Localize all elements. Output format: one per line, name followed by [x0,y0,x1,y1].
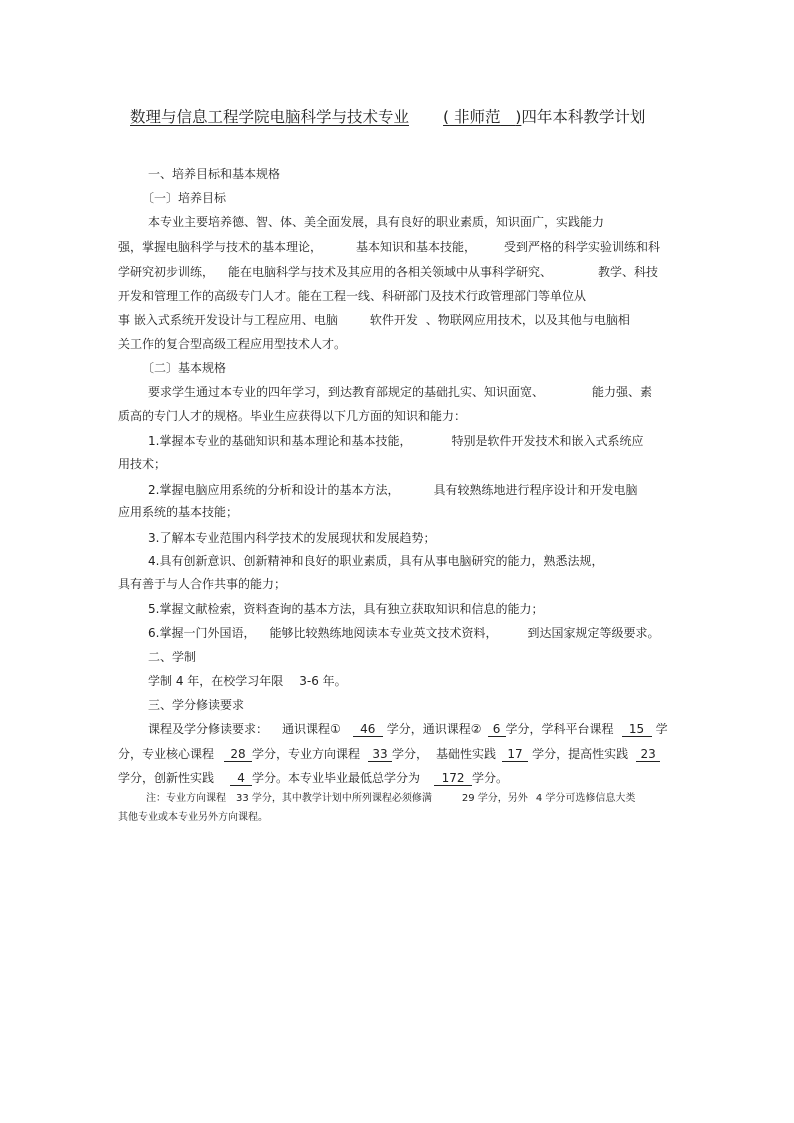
text-fragment: 3-6 年。 [299,674,347,688]
credit-general2-value: 6 [488,722,506,737]
footnote-line [146,791,635,807]
title-paren-open: ( [443,108,450,126]
document-title [130,107,645,127]
credit-line-2 [118,746,660,762]
text-fragment: 29 学分，另外 [461,793,528,804]
paragraph-line [118,264,658,280]
text-fragment: 6.掌握一门外国语， [148,626,256,640]
text-fragment: 学分，专业方向课程 [252,747,361,761]
text-fragment: 能在电脑科学与技术及其应用的各相关领域中从事科学研究、 [228,265,553,279]
credit-line-1 [148,721,668,737]
section3-heading: 三、学分修读要求 [148,698,245,712]
title-paren-close: ) [515,108,522,126]
list-item [148,482,637,498]
text-fragment: 学分，提高性实践 [532,747,629,761]
text-fragment: 4 学分可选修信息大类 [535,793,636,804]
section2-heading: 二、学制 [148,650,197,664]
text-fragment: 课程及学分修读要求： [148,722,269,736]
text-fragment: 到达国家规定等级要求。 [527,626,660,640]
text-fragment: 学制 4 年，在校学习年限 [148,674,284,688]
text-fragment: 要求学生通过本专业的四年学习，到达教育部规定的基础扎实、知识面宽、 [148,385,545,399]
credit-advanced-practice-value: 23 [636,747,660,762]
text-fragment: 学分，创新性实践 [118,771,215,785]
paragraph-line [118,312,630,328]
text-fragment: 学分。本专业毕业最低总学分为 [252,771,421,785]
title-suffix: 四年本科教学计划 [521,108,646,126]
list-item: 5.掌握文献检索，资料查询的基本方法，具有独立获取知识和信息的能力； [148,602,544,616]
list-item-continuation: 应用系统的基本技能； [118,505,239,519]
credit-general1-value: 46 [353,722,383,737]
text-fragment: 软件开发 [369,313,418,327]
text-fragment: 1.掌握本专业的基础知识和基本理论和基本技能， [148,434,412,448]
text-fragment: 强，掌握电脑科学与技术的基本理论， [118,240,323,254]
credit-line-3 [118,770,508,786]
text-fragment: 2.掌握电脑应用系统的分析和设计的基本方法， [148,483,400,497]
credit-direction-value: 33 [368,747,392,762]
text-fragment: 特别是软件开发技术和嵌入式系统应 [451,434,644,448]
paragraph-line: 开发和管理工作的高级专门人才。能在工程一线、科研部门及技术行政管理部门等单位从 [118,289,587,303]
list-item-continuation: 具有善于与人合作共事的能力； [118,577,287,591]
text-fragment: 教学、科技 [598,265,659,279]
credit-basic-practice-value: 17 [502,747,528,762]
text-fragment: 基础性实践 [436,747,497,761]
text-fragment: 学分， [392,747,429,761]
text-fragment: 具有较熟练地进行程序设计和开发电脑 [433,483,638,497]
paragraph-line: 质高的专门人才的规格。毕业生应获得以下几方面的知识和能力： [118,409,467,423]
list-item: 4.具有创新意识、创新精神和良好的职业素质，具有从事电脑研究的能力，熟悉法规， [148,554,604,568]
paragraph-line [148,384,652,400]
text-fragment: 受到严格的科学实验训练和科 [504,240,661,254]
list-item [148,433,643,449]
text-fragment: 基本知识和基本技能， [356,240,477,254]
text-fragment: 33 学分，其中教学计划中所列课程必须修满 [236,793,432,804]
section1-sub2: 〔二〕基本规格 [142,361,227,375]
section2-text [148,673,347,689]
credit-core-value: 28 [224,747,252,762]
text-fragment: 能力强、素 [592,385,653,399]
credit-total-value: 172 [434,771,472,786]
text-fragment: 学分。 [472,771,509,785]
title-main: 数理与信息工程学院电脑科学与技术专业 [130,108,410,126]
text-fragment: 、物联网应用技术，以及其他与电脑相 [425,313,630,327]
list-item: 3.了解本专业范围内科学技术的发展现状和发展趋势； [148,531,436,545]
text-fragment: 注：专业方向课程 [146,793,226,804]
text-fragment: 学分，学科平台课程 [505,722,614,736]
paragraph-line [118,239,660,255]
text-fragment: 能够比较熟练地阅读本专业英文技术资料， [269,626,498,640]
paragraph-line: 关工作的复合型高级工程应用型技术人才。 [118,337,347,351]
title-paren-text: 非师范 [454,108,501,126]
credit-platform-value: 15 [622,722,652,737]
text-fragment: 学研究初步训练， [118,265,215,279]
list-item [148,625,659,641]
text-fragment: 事 嵌入式系统开发设计与工程应用、电脑 [118,313,338,327]
list-item-continuation: 用技术； [118,457,167,471]
section1-sub1: 〔一〕培养目标 [142,191,227,205]
credit-innovative-value: 4 [230,771,252,786]
text-fragment: 学 [655,722,668,736]
footnote-continuation: 其他专业或本专业另外方向课程。 [118,812,268,823]
paragraph-line: 本专业主要培养德、智、体、美全面发展，具有良好的职业素质，知识面广，实践能力 [148,215,605,229]
text-fragment: 分，专业核心课程 [118,747,215,761]
section1-heading: 一、培养目标和基本规格 [148,167,281,181]
text-fragment: 通识课程① [282,722,341,736]
text-fragment: 学分，通识课程② [386,722,482,736]
